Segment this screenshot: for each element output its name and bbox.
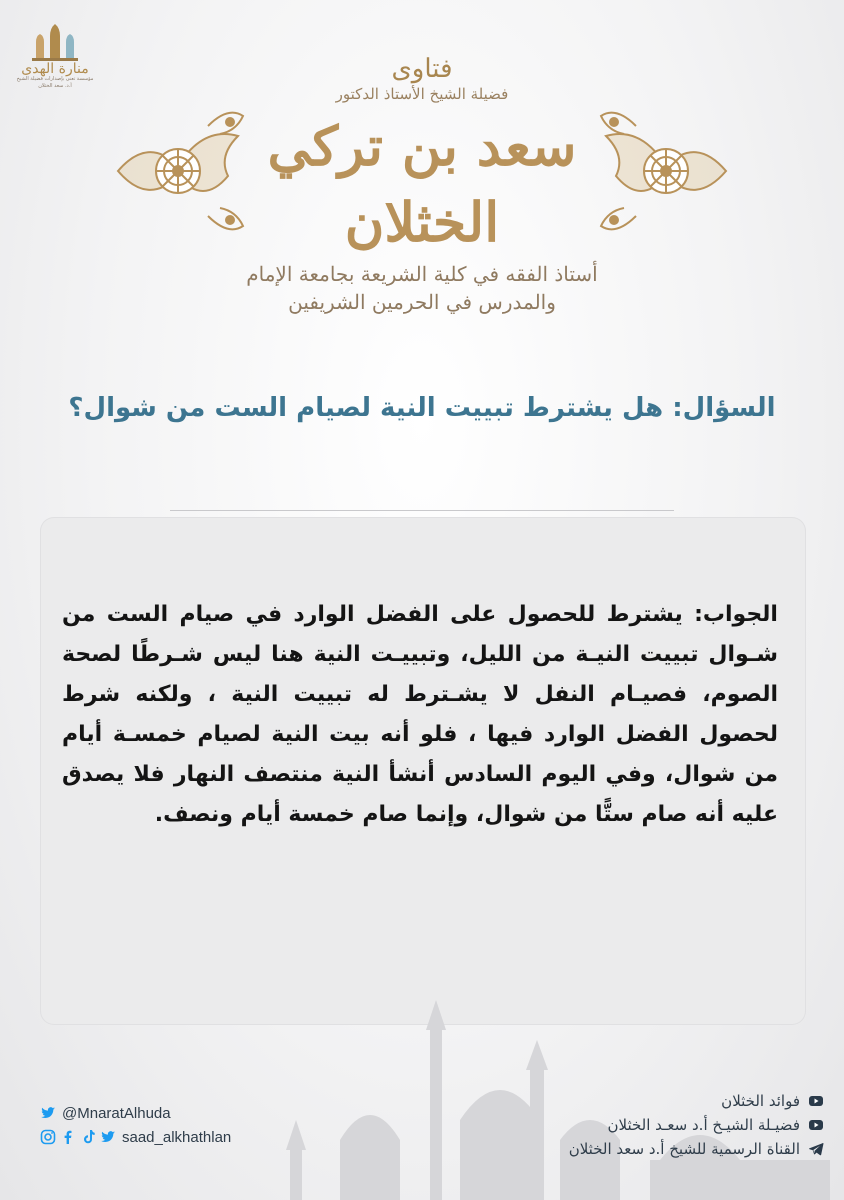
twitter-icon xyxy=(100,1129,116,1145)
channels-list xyxy=(484,1090,824,1162)
youtube-icon xyxy=(808,1093,824,1109)
minaret-logo-icon xyxy=(30,22,80,62)
facebook-icon xyxy=(60,1129,76,1145)
telegram-icon xyxy=(808,1141,824,1157)
channel-label: فضيـلة الشيـخ أ.د سعـد الخثلان xyxy=(607,1116,800,1134)
sheikh-name: سعد بن تركي الخثلان xyxy=(267,114,577,254)
channel-row[interactable] xyxy=(484,1138,824,1160)
tiktok-icon xyxy=(80,1129,96,1145)
channel-row[interactable] xyxy=(484,1114,824,1136)
question-heading: السؤال: هل يشترط تبييت النية لصيام الست من شوال؟ xyxy=(68,393,776,423)
divider xyxy=(170,510,674,511)
answer-body xyxy=(62,595,778,835)
role-line-2: والمدرس في الحرمين الشريفين xyxy=(288,290,556,314)
channel-row[interactable] xyxy=(484,1090,824,1112)
twitter-row[interactable] xyxy=(40,1102,300,1124)
answer-text: يشترط للحصول على الفضل الوارد في صيام الست من شـوال تبييت النيـة من الليل، وتبييـت النية هنا ليس شـرطًا لصحة الصوم، فصيـام النفل لا يشـترط له تبييت النية ، ولكنه شرط لحصول الفضل الوارد فيها ، فلو أنه بيت النية لصيام خمسـة أيام من شوال، وفي اليوم السادس أنشأ النية منتصف النهار فلا يصدق عليه أنه صام ستًّا من شوال، وإنما صام خمسة أيام ونصف. xyxy=(62,602,778,827)
brand-logo xyxy=(14,22,96,102)
honorific: فضيلة الشيخ الأستاذ الدكتور xyxy=(335,85,509,103)
logo-subtitle: مؤسسة تعنى بإصدارات فضيلة الشيخ أ.د. سعد الخثلان xyxy=(16,76,94,89)
channel-label: القناة الرسمية للشيخ أ.د سعد الخثلان xyxy=(568,1140,800,1158)
channel-label: فوائد الخثلان xyxy=(721,1092,800,1110)
header xyxy=(0,0,844,340)
fatawa-heading: فتاوى xyxy=(391,54,453,84)
answer-label: الجواب: xyxy=(694,602,778,627)
youtube-icon xyxy=(808,1117,824,1133)
twitter-icon xyxy=(40,1105,56,1121)
instagram-icon xyxy=(40,1129,56,1145)
twitter-handle: @MnaratAlhuda xyxy=(62,1104,171,1122)
social-row[interactable] xyxy=(40,1126,300,1148)
logo-name: منارة الهدى xyxy=(21,61,89,77)
social-handle: saad_alkhathlan xyxy=(122,1128,232,1146)
social-handles xyxy=(40,1102,300,1150)
sheikh-title-block xyxy=(200,48,644,316)
role-line-1: أستاذ الفقه في كلية الشريعة بجامعة الإمام xyxy=(246,262,598,286)
